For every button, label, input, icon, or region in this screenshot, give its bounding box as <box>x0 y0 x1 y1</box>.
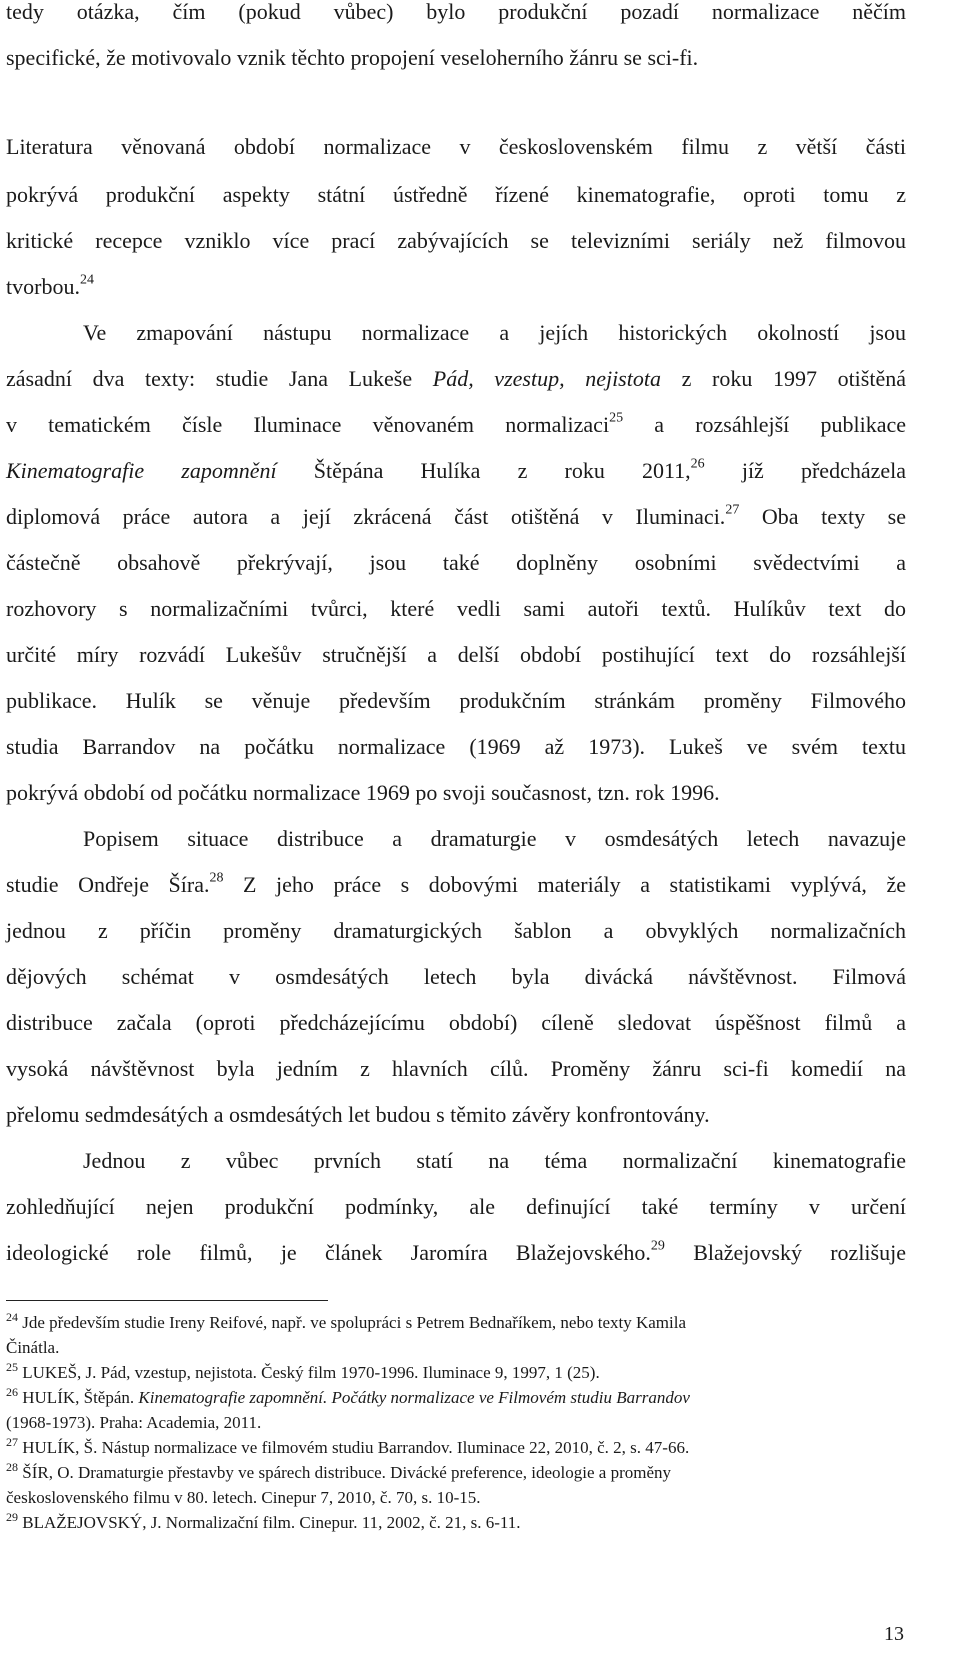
text-line: zohledňující nejen produkční podmínky, ale definující také termíny v určení <box>6 1194 906 1219</box>
text-line <box>6 503 906 531</box>
footnote-text: HULÍK, Š. Nástup normalizace ve filmovém studiu Barrandov. Iluminace 22, 2010, č. 2, s. 47-66. <box>22 1438 690 1457</box>
text-line: dějových schémat v osmdesátých letech byla divácká návštěvnost. Filmová <box>6 964 906 989</box>
text-line: pokrývá období od počátku normalizace 1969 po svoji současnost, tzn. rok 1996. <box>6 780 720 805</box>
footnote-ref-25[interactable]: 25 <box>609 410 624 426</box>
page-number: 13 <box>884 1623 904 1645</box>
footnote-29 <box>6 1509 906 1533</box>
footnote-24-cont: Činátla. <box>6 1338 60 1357</box>
text-line: Jednou z vůbec prvních statí na téma normalizační kinematografie <box>83 1148 906 1173</box>
text-line: specifické, že motivovalo vznik těchto propojení veseloherního žánru se sci-fi. <box>6 45 699 70</box>
footnote-number: 28 <box>6 1459 18 1474</box>
text-line: Ve zmapování nástupu normalizace a jejích historických okolností jsou <box>83 320 906 345</box>
footnote-ref-26[interactable]: 26 <box>690 456 705 472</box>
footnote-separator <box>6 1300 328 1301</box>
text-line <box>6 871 906 899</box>
footnote-26 <box>6 1384 906 1408</box>
text-line <box>6 411 906 439</box>
text-line: přelomu sedmdesátých a osmdesátých let budou s těmito závěry konfrontovány. <box>6 1102 710 1127</box>
footnote-text: HULÍK, Štěpán. <box>22 1388 139 1407</box>
text-line: Literatura věnovaná období normalizace v československém filmu z větší části <box>6 134 906 159</box>
text-line: částečně obsahově překrývají, jsou také doplněny osobními svědectvími a <box>6 550 906 575</box>
footnote-number: 25 <box>6 1359 18 1374</box>
text-run: studie Ondřeje Šíra. <box>6 872 210 897</box>
book-title: Kinematografie zapomnění <box>6 458 277 483</box>
text-line: rozhovory s normalizačními tvůrci, které vedli sami autoři textů. Hulíkův text do <box>6 596 906 621</box>
text-line: studia Barrandov na počátku normalizace (1969 až 1973). Lukeš ve svém textu <box>6 734 906 759</box>
text-line: distribuce začala (oproti předcházejícímu období) cíleně sledovat úspěšnost filmů a <box>6 1010 906 1035</box>
footnote-number: 26 <box>6 1384 18 1399</box>
text-line: kritické recepce vzniklo více prací zabývajících se televizními seriály než filmovou <box>6 228 906 253</box>
text-line <box>6 365 906 393</box>
text-run: Štěpána Hulíka z roku 2011, <box>276 458 691 483</box>
footnote-24 <box>6 1309 906 1333</box>
text-line <box>6 457 906 485</box>
text-run: Blažejovský rozlišuje <box>664 1240 906 1265</box>
footnote-ref-28[interactable]: 28 <box>209 870 224 886</box>
book-title: Kinematografie zapomnění. Počátky normalizace ve Filmovém studiu Barrandov <box>138 1388 690 1407</box>
text-line: publikace. Hulík se věnuje především produkčním stránkám proměny Filmového <box>6 688 906 713</box>
text-line: tedy otázka, čím (pokud vůbec) bylo produkční pozadí normalizace něčím <box>6 0 906 24</box>
text-run: a rozsáhlejší publikace <box>623 412 906 437</box>
text-line: určité míry rozvádí Lukešův stručnější a delší období postihující text do rozsáhlejší <box>6 642 906 667</box>
text-line <box>6 273 906 301</box>
footnote-number: 29 <box>6 1509 18 1524</box>
text-run: Z jeho práce s dobovými materiály a statistikami vyplývá, že <box>223 872 906 897</box>
text-run: ideologické role filmů, je článek Jaromíra Blažejovského. <box>6 1240 651 1265</box>
footnote-number: 27 <box>6 1434 18 1449</box>
footnote-text: Jde především studie Ireny Reifové, např. ve spolupráci s Petrem Bednaříkem, nebo texty Kamila <box>22 1313 687 1332</box>
footnote-28-cont: československého filmu v 80. letech. Cinepur 7, 2010, č. 70, s. 10-15. <box>6 1488 481 1507</box>
text-line: jednou z příčin proměny dramaturgických šablon a obvyklých normalizačních <box>6 918 906 943</box>
text-line: vysoká návštěvnost byla jedním z hlavních cílů. Proměny žánru sci-fi komedií na <box>6 1056 906 1081</box>
text-run: v tematickém čísle Iluminace věnovaném normalizaci <box>6 412 610 437</box>
footnote-25 <box>6 1359 906 1383</box>
book-title: Pád, vzestup, nejistota <box>432 366 661 391</box>
footnote-text: ŠÍR, O. Dramaturgie přestavby ve spárech distribuce. Divácké preference, ideologie a proměny <box>22 1463 671 1482</box>
footnote-ref-27[interactable]: 27 <box>725 502 740 518</box>
footnote-text: BLAŽEJOVSKÝ, J. Normalizační film. Cinepur. 11, 2002, č. 21, s. 6-11. <box>22 1513 521 1532</box>
footnote-number: 24 <box>6 1309 18 1324</box>
footnote-ref-29[interactable]: 29 <box>650 1238 665 1254</box>
footnote-27 <box>6 1434 906 1458</box>
text-line: pokrývá produkční aspekty státní ústředně řízené kinematografie, oproti tomu z <box>6 182 906 207</box>
footnote-ref-24[interactable]: 24 <box>79 272 94 288</box>
text-run: diplomová práce autora a její zkrácená část otištěná v Iluminaci. <box>6 504 726 529</box>
text-run: zásadní dva texty: studie Jana Lukeše <box>6 366 433 391</box>
text-run: z roku 1997 otištěná <box>660 366 906 391</box>
text-run: tvorbou. <box>6 274 80 299</box>
footnote-28 <box>6 1459 906 1483</box>
text-line <box>6 1239 906 1267</box>
footnote-26-cont: (1968-1973). Praha: Academia, 2011. <box>6 1413 262 1432</box>
text-run: jíž předcházela <box>704 458 906 483</box>
text-run: Oba texty se <box>739 504 907 529</box>
text-line: Popisem situace distribuce a dramaturgie v osmdesátých letech navazuje <box>83 826 906 851</box>
footnote-text: LUKEŠ, J. Pád, vzestup, nejistota. Český film 1970-1996. Iluminace 9, 1997, 1 (25). <box>22 1363 600 1382</box>
